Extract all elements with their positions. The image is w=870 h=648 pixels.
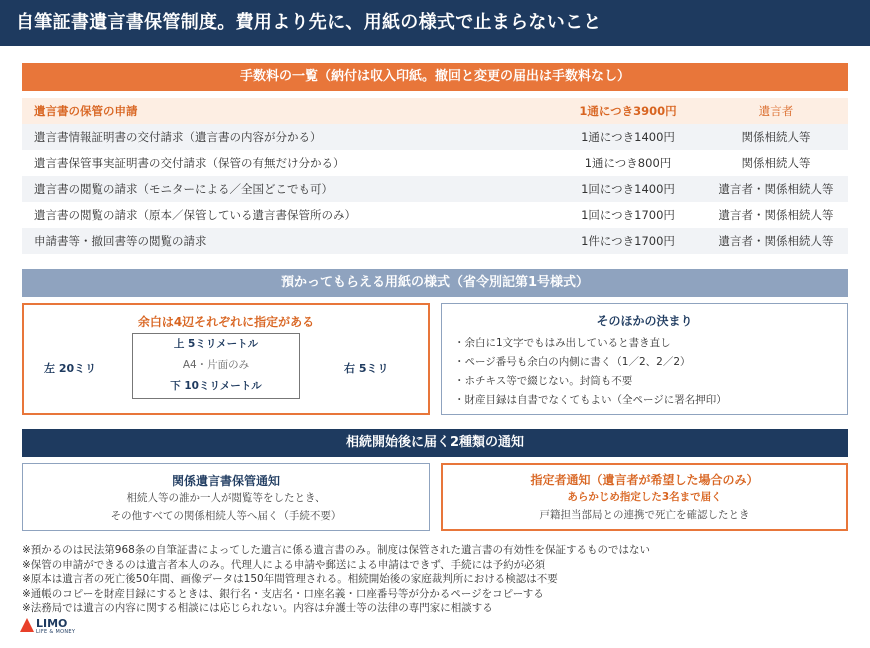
footnote: ※預かるのは民法第968条の自筆証書によってした遺言に係る遺言書のみ。制度は保管された遺言書の有効性を保証するものではない	[22, 544, 650, 556]
related-notice-desc: その他すべての関係相続人等へ届く（手続不要）	[110, 510, 342, 522]
related-notice-desc: 相続人等の誰か一人が閲覧等をしたとき、	[126, 492, 326, 504]
fee-price: 1回につき1400円	[581, 182, 675, 196]
fee-item: 遺言書情報証明書の交付請求（遺言書の内容が分かる）	[34, 130, 322, 144]
fee-item: 遺言書の保管の申請	[34, 104, 138, 118]
table-row	[22, 202, 848, 228]
format-section-title: 預かってもらえる用紙の様式（省令別記第1号様式）	[22, 269, 848, 297]
fee-applicant: 関係相続人等	[741, 130, 811, 144]
designee-notice-panel	[441, 463, 848, 531]
paper-size-label: A4・片面のみ	[182, 359, 250, 371]
top-margin-label: 上 5ミリメートル	[173, 338, 259, 350]
fee-applicant: 関係相続人等	[741, 156, 811, 170]
fee-applicant: 遺言者・関係相続人等	[718, 182, 834, 196]
footnote: ※保管の申請ができるのは遺言者本人のみ。代理人による申請や郵送による申請はできず、手続には予約が必須	[22, 558, 546, 571]
related-notice-title: 関係遺言書保管通知	[171, 474, 280, 488]
list-item: ・ホチキス等で綴じない。封筒も不要	[454, 375, 633, 387]
footnotes	[22, 543, 650, 616]
fee-item: 遺言書保管事実証明書の交付請求（保管の有無だけ分かる）	[34, 156, 345, 170]
table-row	[22, 176, 848, 202]
fee-price: 1件につき1700円	[581, 234, 675, 248]
margin-panel	[22, 303, 430, 415]
paper-diagram	[132, 333, 300, 399]
left-margin-label: 左 20ミリ	[44, 362, 97, 375]
fee-section-title: 手数料の一覧（納付は収入印紙。撤回と変更の届出は手数料なし）	[22, 63, 848, 91]
logo-tagline: LIFE & MONEY	[36, 629, 76, 635]
fee-applicant: 遺言者	[758, 104, 794, 118]
bottom-margin-label: 下 10ミリメートル	[170, 380, 262, 392]
footnote: ※法務局では遺言の内容に関する相談には応じられない。内容は弁護士等の法律の専門家に相談する	[22, 602, 493, 614]
other-rules-panel	[441, 303, 848, 415]
footnote: ※通帳のコピーを財産目録にするときは、銀行名・支店名・口座名義・口座番号等が分かるページをコピーする	[22, 587, 544, 600]
table-row	[22, 124, 848, 150]
fee-item: 遺言書の閲覧の請求（原本／保管している遺言書保管所のみ）	[34, 208, 356, 222]
table-row	[22, 98, 848, 124]
triangle-logo-icon	[20, 618, 34, 632]
fee-item: 遺言書の閲覧の請求（モニターによる／全国どこでも可）	[34, 182, 333, 196]
fee-price: 1通につき1400円	[581, 130, 675, 144]
table-row	[22, 228, 848, 254]
fee-item: 申請書等・撤回書等の閲覧の請求	[34, 234, 207, 248]
page-title: 自筆証書遺言書保管制度。費用より先に、用紙の様式で止まらないこと	[0, 0, 870, 46]
fee-price: 1通につき3900円	[579, 104, 677, 118]
designee-notice-sub: あらかじめ指定した3名まで届く	[567, 491, 722, 503]
fee-applicant: 遺言者・関係相続人等	[718, 208, 834, 222]
footnote: ※原本は遺言者の死亡後50年間、画像データは150年間管理される。相続開始後の家庭裁判所における検認は不要	[22, 573, 558, 585]
table-row	[22, 150, 848, 176]
list-item: ・ページ番号も余白の内側に書く（1／2、2／2）	[454, 356, 691, 368]
designee-notice-desc: 戸籍担当部局との連携で死亡を確認したとき	[539, 509, 750, 521]
designee-notice-title: 指定者通知（遺言者が希望した場合のみ）	[530, 473, 759, 487]
rules-list	[454, 334, 727, 410]
fee-applicant: 遺言者・関係相続人等	[718, 234, 834, 248]
margin-title: 余白は4辺それぞれに指定がある	[137, 315, 315, 329]
fee-price: 1回につき1700円	[581, 208, 675, 222]
related-notice-panel	[22, 463, 430, 531]
notice-section-title: 相続開始後に届く2種類の通知	[22, 429, 848, 457]
rules-title: そのほかの決まり	[596, 314, 693, 328]
fee-table	[22, 98, 848, 254]
list-item: ・財産目録は自書でなくてもよい（全ページに署名押印）	[454, 394, 727, 406]
logo-name: LIMO	[36, 617, 68, 630]
list-item: ・余白に1文字でもはみ出していると書き直し	[454, 337, 671, 349]
fee-price: 1通につき800円	[584, 156, 672, 170]
right-margin-label: 右 5ミリ	[344, 362, 389, 375]
